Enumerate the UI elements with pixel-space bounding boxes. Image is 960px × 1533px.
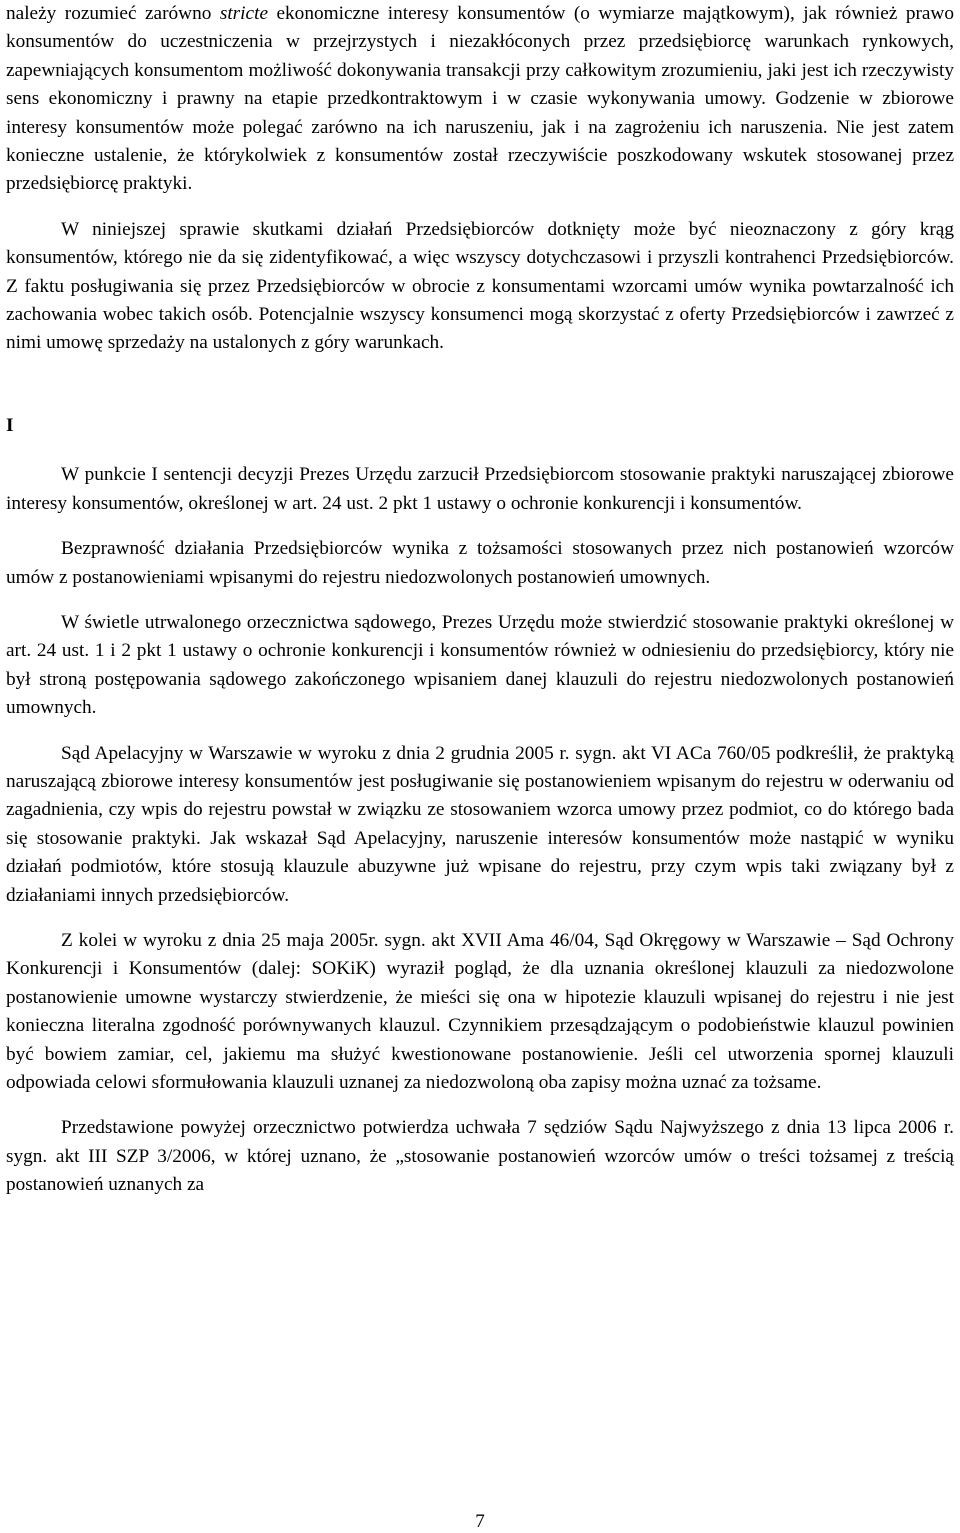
paragraph: W niniejszej sprawie skutkami działań Przedsiębiorców dotknięty może być nieoznaczony z góry krąg konsumentów, którego nie da się zidentyfikować, a więc wszyscy dotychczasowi i przyszli kontrahenci Przedsiębiorców. Z faktu posługiwania się przez Przedsiębiorców w obrocie z konsumentami wzorcami umów wynika powtarzalność ich zachowania wobec takich osób. Potencjalnie wszyscy konsumenci mogą skorzystać z oferty Przedsiębiorców i zawrzeć z nimi umowę sprzedaży na ustalonych z góry warunkach. xyxy=(6,218,954,354)
paragraph: W punkcie I sentencji decyzji Prezes Urzędu zarzucił Przedsiębiorcom stosowanie praktyki naruszającej zbiorowe interesy konsumentów, określonej w art. 24 ust. 2 pkt 1 ustawy o ochronie konkurencji i konsumentów. xyxy=(6,464,954,514)
paragraph-text: należy rozumieć zarówno xyxy=(6,3,220,24)
paragraph: Sąd Apelacyjny w Warszawie w wyroku z dnia 2 grudnia 2005 r. sygn. akt VI ACa 760/05 podkreślił, że praktyką naruszającą zbiorowe interesy konsumentów jest posługiwanie się postanowieniem wpisanym do rejestru w oderwaniu od zagadnienia, czy wpis do rejestru powstał w związku ze stosowaniem wzorca umowy przez podmiot, co do którego bada się stosowanie praktyki. Jak wskazał Sąd Apelacyjny, naruszenie interesów konsumentów może nastąpić w wyniku działań podmiotów, które stosują klauzule abuzywne już wpisane do rejestru, przy czym wpis taki związany był z działaniami innych przedsiębiorców. xyxy=(6,742,954,906)
document-page xyxy=(6,0,954,1200)
paragraph: Z kolei w wyroku z dnia 25 maja 2005r. sygn. akt XVII Ama 46/04, Sąd Okręgowy w Warszawie – Sąd Ochrony Konkurencji i Konsumentów (dalej: SOKiK) wyraził pogląd, że dla uznania określonej klauzuli za niedozwolone postanowienie umowne wystarczy stwierdzenie, że mieści się ona w hipotezie klauzuli wpisanej do rejestru i nie jest konieczna literalna zgodność porównywanych klauzul. Czynnikiem przesądzającym o podobieństwie klauzul powinien być bowiem zamiar, cel, jakiemu ma służyć kwestionowane postanowienie. Jeśli cel utworzenia spornej klauzuli odpowiada celowi sformułowania klauzuli uznanej za niedozwoloną oba zapisy można uznać za tożsame. xyxy=(6,929,954,1093)
paragraph: Przedstawione powyżej orzecznictwo potwierdza uchwała 7 sędziów Sądu Najwyższego z dnia 13 lipca 2006 r. sygn. akt III SZP 3/2006, w której uznano, że „stosowanie postanowień wzorców umów o treści tożsamej z treścią postanowień uznanych za xyxy=(6,1117,954,1196)
paragraph-text: ekonomiczne interesy konsumentów (o wymiarze majątkowym), jak również prawo konsumentów do uczestniczenia w przejrzystych i niezakłóconych przez przedsiębiorcę warunkach rynkowych, zapewniających konsumentom możliwość dokonywania transakcji przy całkowitym zrozumieniu, jaki jest ich rzeczywisty sens ekonomiczny i prawny na etapie przedkontraktowym i w czasie wykonywania umowy. Godzenie w zbiorowe interesy konsumentów może polegać zarówno na ich naruszeniu, jak i na zagrożeniu ich naruszenia. Nie jest zatem konieczne ustalenie, że którykolwiek z konsumentów został rzeczywiście poszkodowany wskutek stosowanej przez przedsiębiorcę praktyki. xyxy=(6,3,954,195)
page-number: 7 xyxy=(475,1511,485,1532)
section-heading: I xyxy=(6,414,14,436)
paragraph: W świetle utrwalonego orzecznictwa sądowego, Prezes Urzędu może stwierdzić stosowanie praktyki określonej w art. 24 ust. 1 i 2 pkt 1 ustawy o ochronie konkurencji i konsumentów również w odniesieniu do przedsiębiorcy, który nie był stroną postępowania sądowego zakończonego wpisaniem danej klauzuli do rejestru niedozwolonych postanowień umownych. xyxy=(6,611,954,719)
paragraph: Bezprawność działania Przedsiębiorców wynika z tożsamości stosowanych przez nich postanowień wzorców umów z postanowieniami wpisanymi do rejestru niedozwolonych postanowień umownych. xyxy=(6,538,954,588)
paragraph xyxy=(6,0,954,199)
italic-term: stricte xyxy=(219,3,269,24)
